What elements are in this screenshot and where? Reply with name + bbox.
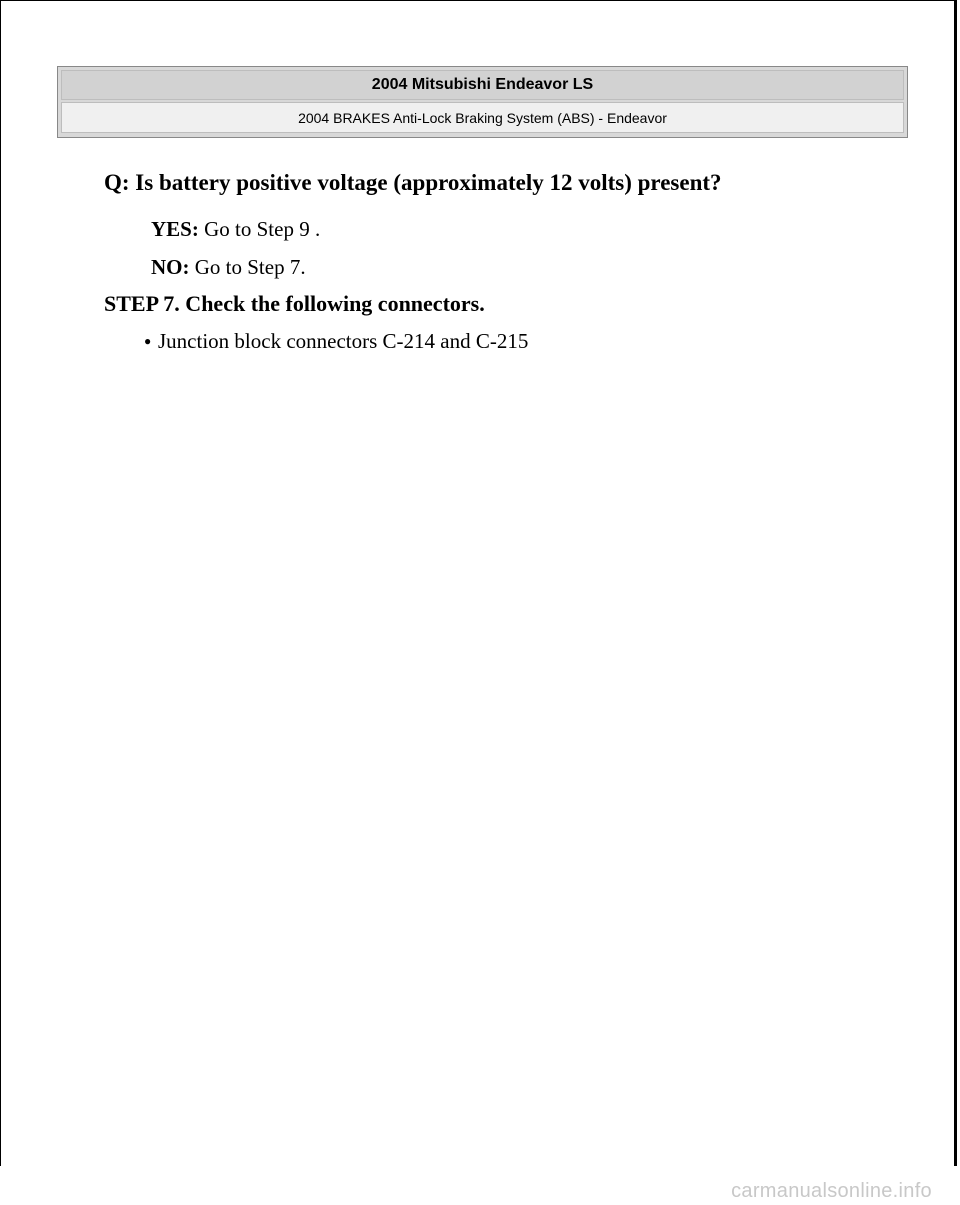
answer-yes-label: YES:	[151, 217, 199, 241]
answer-no-text: Go to Step 7.	[189, 255, 306, 279]
list-item-text: Junction block connectors C-214 and C-215	[158, 329, 529, 353]
list-item	[144, 326, 924, 356]
answer-yes	[151, 214, 924, 244]
document-header	[57, 66, 908, 138]
bullet-dot-icon: ●	[144, 334, 152, 348]
connector-list	[104, 326, 924, 356]
question-text: Q: Is battery positive voltage (approximately 12 volts) present?	[104, 170, 722, 195]
header-subtitle: 2004 BRAKES Anti-Lock Braking System (ABS) - Endeavor	[61, 102, 904, 133]
document-body	[104, 166, 924, 356]
answer-yes-text: Go to Step 9 .	[198, 217, 321, 241]
watermark-text: carmanualsonline.info	[731, 1180, 932, 1202]
answer-no-label: NO:	[151, 255, 190, 279]
answer-no	[151, 252, 924, 282]
step-heading: STEP 7. Check the following connectors.	[104, 291, 485, 316]
header-title: 2004 Mitsubishi Endeavor LS	[61, 70, 904, 100]
page-footer	[0, 1166, 960, 1205]
